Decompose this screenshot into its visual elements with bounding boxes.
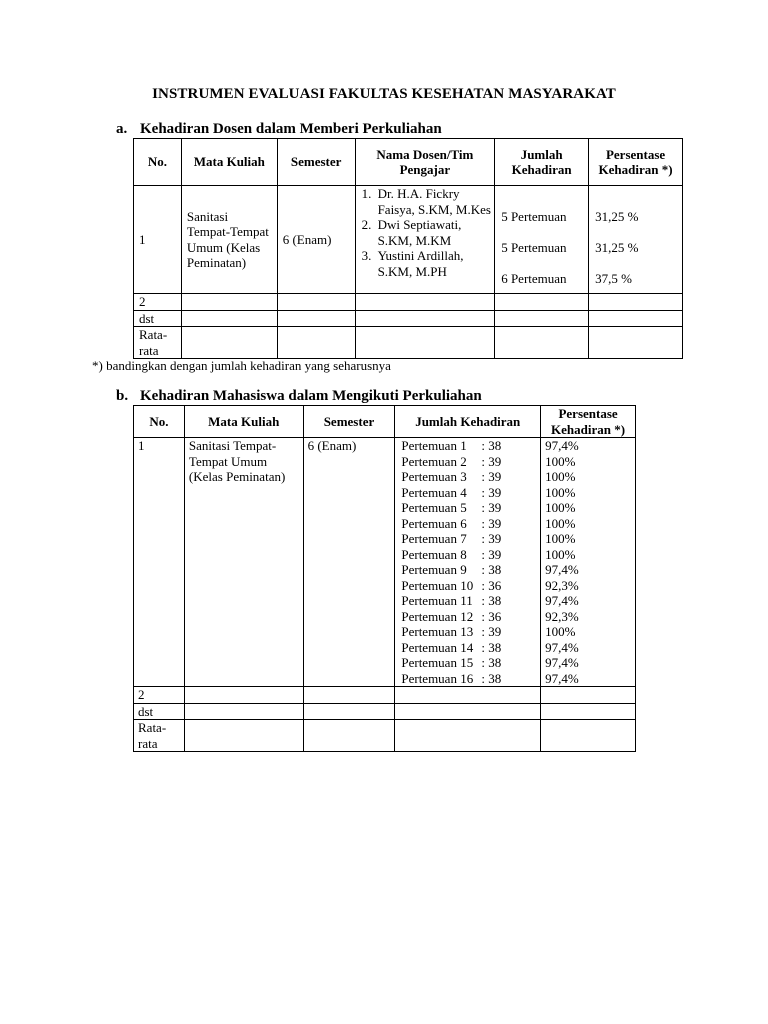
- pertemuan-label: Pertemuan 5: [401, 500, 467, 515]
- table-row: [134, 294, 683, 311]
- persentase-item: 100%: [545, 624, 576, 639]
- header-mata-kuliah: Mata Kuliah: [181, 139, 277, 186]
- cell-mata-kuliah: Sanitasi Tempat-Tempat Umum (Kelas Peminatan): [181, 186, 277, 294]
- pertemuan-count: : 38: [481, 670, 502, 686]
- persentase-item: 97,4%: [545, 670, 579, 686]
- persentase-item: 100%: [545, 469, 576, 484]
- pertemuan-label: Pertemuan 4: [401, 484, 467, 500]
- header-nama-dosen: Nama Dosen/Tim Pengajar: [355, 139, 495, 186]
- table-row: [134, 186, 683, 294]
- header-mata-kuliah: Mata Kuliah: [184, 406, 303, 438]
- persentase-item: 100%: [545, 453, 576, 469]
- persentase-item: 100%: [545, 546, 576, 562]
- pertemuan-count: : 36: [481, 577, 502, 593]
- pertemuan-item: [401, 624, 534, 640]
- pertemuan-label: Pertemuan 15: [401, 655, 474, 670]
- table-row: [134, 327, 683, 359]
- pertemuan-count: : 38: [481, 438, 502, 453]
- pertemuan-count: : 36: [481, 608, 502, 624]
- persentase-value: 31,25 %: [595, 208, 639, 224]
- pertemuan-item: [401, 609, 534, 625]
- section-b-heading: [116, 388, 482, 405]
- dosen-name: Dr. H.A. Fickry Faisya, S.KM, M.Kes: [377, 186, 491, 217]
- jumlah-value: 5 Pertemuan: [501, 239, 567, 255]
- pertemuan-label: Pertemuan 14: [401, 639, 474, 655]
- persentase-item: 97,4%: [545, 562, 579, 577]
- pertemuan-label: Pertemuan 10: [401, 577, 474, 593]
- pertemuan-count: : 39: [481, 546, 502, 562]
- pertemuan-item: [401, 547, 534, 563]
- pertemuan-item: [401, 516, 534, 532]
- cell-no: 2: [134, 294, 182, 311]
- pertemuan-list: [401, 438, 534, 686]
- cell-jumlah: [495, 186, 589, 294]
- cell-no: Rata-rata: [134, 720, 185, 752]
- jumlah-value: 6 Pertemuan: [501, 270, 567, 286]
- dosen-list: [362, 186, 493, 279]
- cell-no: dst: [134, 310, 182, 327]
- cell-persentase-list: [541, 438, 636, 687]
- table-row: [134, 720, 636, 752]
- section-b-title: Kehadiran Mahasiswa dalam Mengikuti Perkuliahan: [140, 388, 482, 404]
- persentase-item: 100%: [545, 515, 576, 531]
- header-semester: Semester: [277, 139, 355, 186]
- persentase-item: 100%: [545, 484, 576, 500]
- cell-no: dst: [134, 703, 185, 720]
- persentase-item: 100%: [545, 531, 576, 546]
- pertemuan-label: Pertemuan 1: [401, 438, 467, 453]
- dosen-name: Yustini Ardillah, S.KM, M.PH: [377, 248, 464, 279]
- pertemuan-count: : 39: [481, 484, 502, 500]
- cell-no: 1: [134, 186, 182, 294]
- cell-persentase: [589, 186, 683, 294]
- dosen-name: Dwi Septiawati, S.KM, M.KM: [377, 217, 462, 248]
- persentase-item: 97,4%: [545, 655, 579, 670]
- persentase-item: 100%: [545, 500, 576, 515]
- pertemuan-item: [401, 485, 534, 501]
- pertemuan-label: Pertemuan 2: [401, 453, 467, 469]
- list-item: 3. Yustini Ardillah, S.KM, M.PH: [362, 248, 493, 279]
- header-no: No.: [134, 139, 182, 186]
- persentase-item: 97,4%: [545, 438, 579, 453]
- pertemuan-label: Pertemuan 6: [401, 515, 467, 531]
- table-row: [134, 438, 636, 687]
- pertemuan-label: Pertemuan 7: [401, 531, 467, 546]
- table-header-row: [134, 139, 683, 186]
- persentase-item: 97,4%: [545, 593, 579, 608]
- pertemuan-item: [401, 562, 534, 578]
- cell-no: Rata-rata: [134, 327, 182, 359]
- header-jumlah: Jumlah Kehadiran: [495, 139, 589, 186]
- jumlah-value: 5 Pertemuan: [501, 208, 567, 224]
- pertemuan-item: [401, 655, 534, 671]
- pertemuan-item: [401, 500, 534, 516]
- persentase-list: [545, 438, 631, 686]
- header-persentase: Persentase Kehadiran *): [589, 139, 683, 186]
- list-item: 1. Dr. H.A. Fickry Faisya, S.KM, M.Kes: [361, 186, 491, 217]
- section-a-letter: a.: [116, 121, 128, 137]
- header-persentase: Persentase Kehadiran *): [541, 406, 636, 438]
- pertemuan-item: [401, 531, 534, 547]
- cell-semester: 6 (Enam): [277, 186, 355, 294]
- pertemuan-count: : 38: [481, 593, 502, 608]
- header-no: No.: [134, 406, 185, 438]
- pertemuan-label: Pertemuan 13: [401, 624, 474, 639]
- section-a-title: Kehadiran Dosen dalam Memberi Perkuliahan: [140, 121, 442, 137]
- cell-jumlah-list: [395, 438, 541, 687]
- persentase-item: 92,3%: [545, 608, 579, 624]
- cell-dosen-list: [355, 186, 495, 294]
- pertemuan-item: [401, 454, 534, 470]
- pertemuan-count: : 39: [481, 453, 502, 469]
- footnote: *) bandingkan dengan jumlah kehadiran yang seharusnya: [92, 358, 391, 373]
- persentase-item: 97,4%: [545, 639, 579, 655]
- pertemuan-count: : 39: [481, 624, 502, 639]
- pertemuan-item: [401, 640, 534, 656]
- section-a-heading: [116, 121, 442, 138]
- pertemuan-item: [401, 593, 534, 609]
- pertemuan-label: Pertemuan 9: [401, 562, 467, 577]
- header-semester: Semester: [303, 406, 395, 438]
- table-row: [134, 310, 683, 327]
- pertemuan-label: Pertemuan 8: [401, 546, 467, 562]
- lecturer-attendance-table: [133, 138, 683, 359]
- pertemuan-item: [401, 469, 534, 485]
- pertemuan-count: : 39: [481, 531, 502, 546]
- cell-mata-kuliah: Sanitasi Tempat-Tempat Umum (Kelas Peminatan): [184, 438, 303, 687]
- pertemuan-label: Pertemuan 12: [401, 608, 474, 624]
- document-title: INSTRUMEN EVALUASI FAKULTAS KESEHATAN MASYARAKAT: [152, 86, 616, 102]
- list-item: 2. Dwi Septiawati, S.KM, M.KM: [362, 217, 493, 248]
- pertemuan-label: Pertemuan 16: [401, 670, 474, 686]
- pertemuan-count: : 38: [481, 639, 502, 655]
- pertemuan-item: [401, 438, 534, 454]
- pertemuan-count: : 38: [481, 562, 502, 577]
- table-row: [134, 687, 636, 704]
- student-attendance-table: [133, 405, 636, 752]
- pertemuan-item: [401, 671, 534, 687]
- persentase-value: 31,25 %: [595, 239, 639, 255]
- section-b-letter: b.: [116, 388, 129, 404]
- table-row: [134, 703, 636, 720]
- pertemuan-label: Pertemuan 11: [401, 593, 473, 608]
- persentase-value: 37,5 %: [595, 270, 632, 286]
- pertemuan-count: : 39: [481, 500, 502, 515]
- pertemuan-count: : 38: [481, 655, 502, 670]
- cell-no: 1: [134, 438, 185, 687]
- cell-no: 2: [134, 687, 185, 704]
- pertemuan-label: Pertemuan 3: [401, 469, 467, 484]
- pertemuan-item: [401, 578, 534, 594]
- pertemuan-count: : 39: [481, 515, 502, 531]
- pertemuan-count: : 39: [481, 469, 502, 484]
- table-header-row: [134, 406, 636, 438]
- persentase-item: 92,3%: [545, 577, 579, 593]
- header-jumlah: Jumlah Kehadiran: [395, 406, 541, 438]
- cell-semester: 6 (Enam): [303, 438, 395, 687]
